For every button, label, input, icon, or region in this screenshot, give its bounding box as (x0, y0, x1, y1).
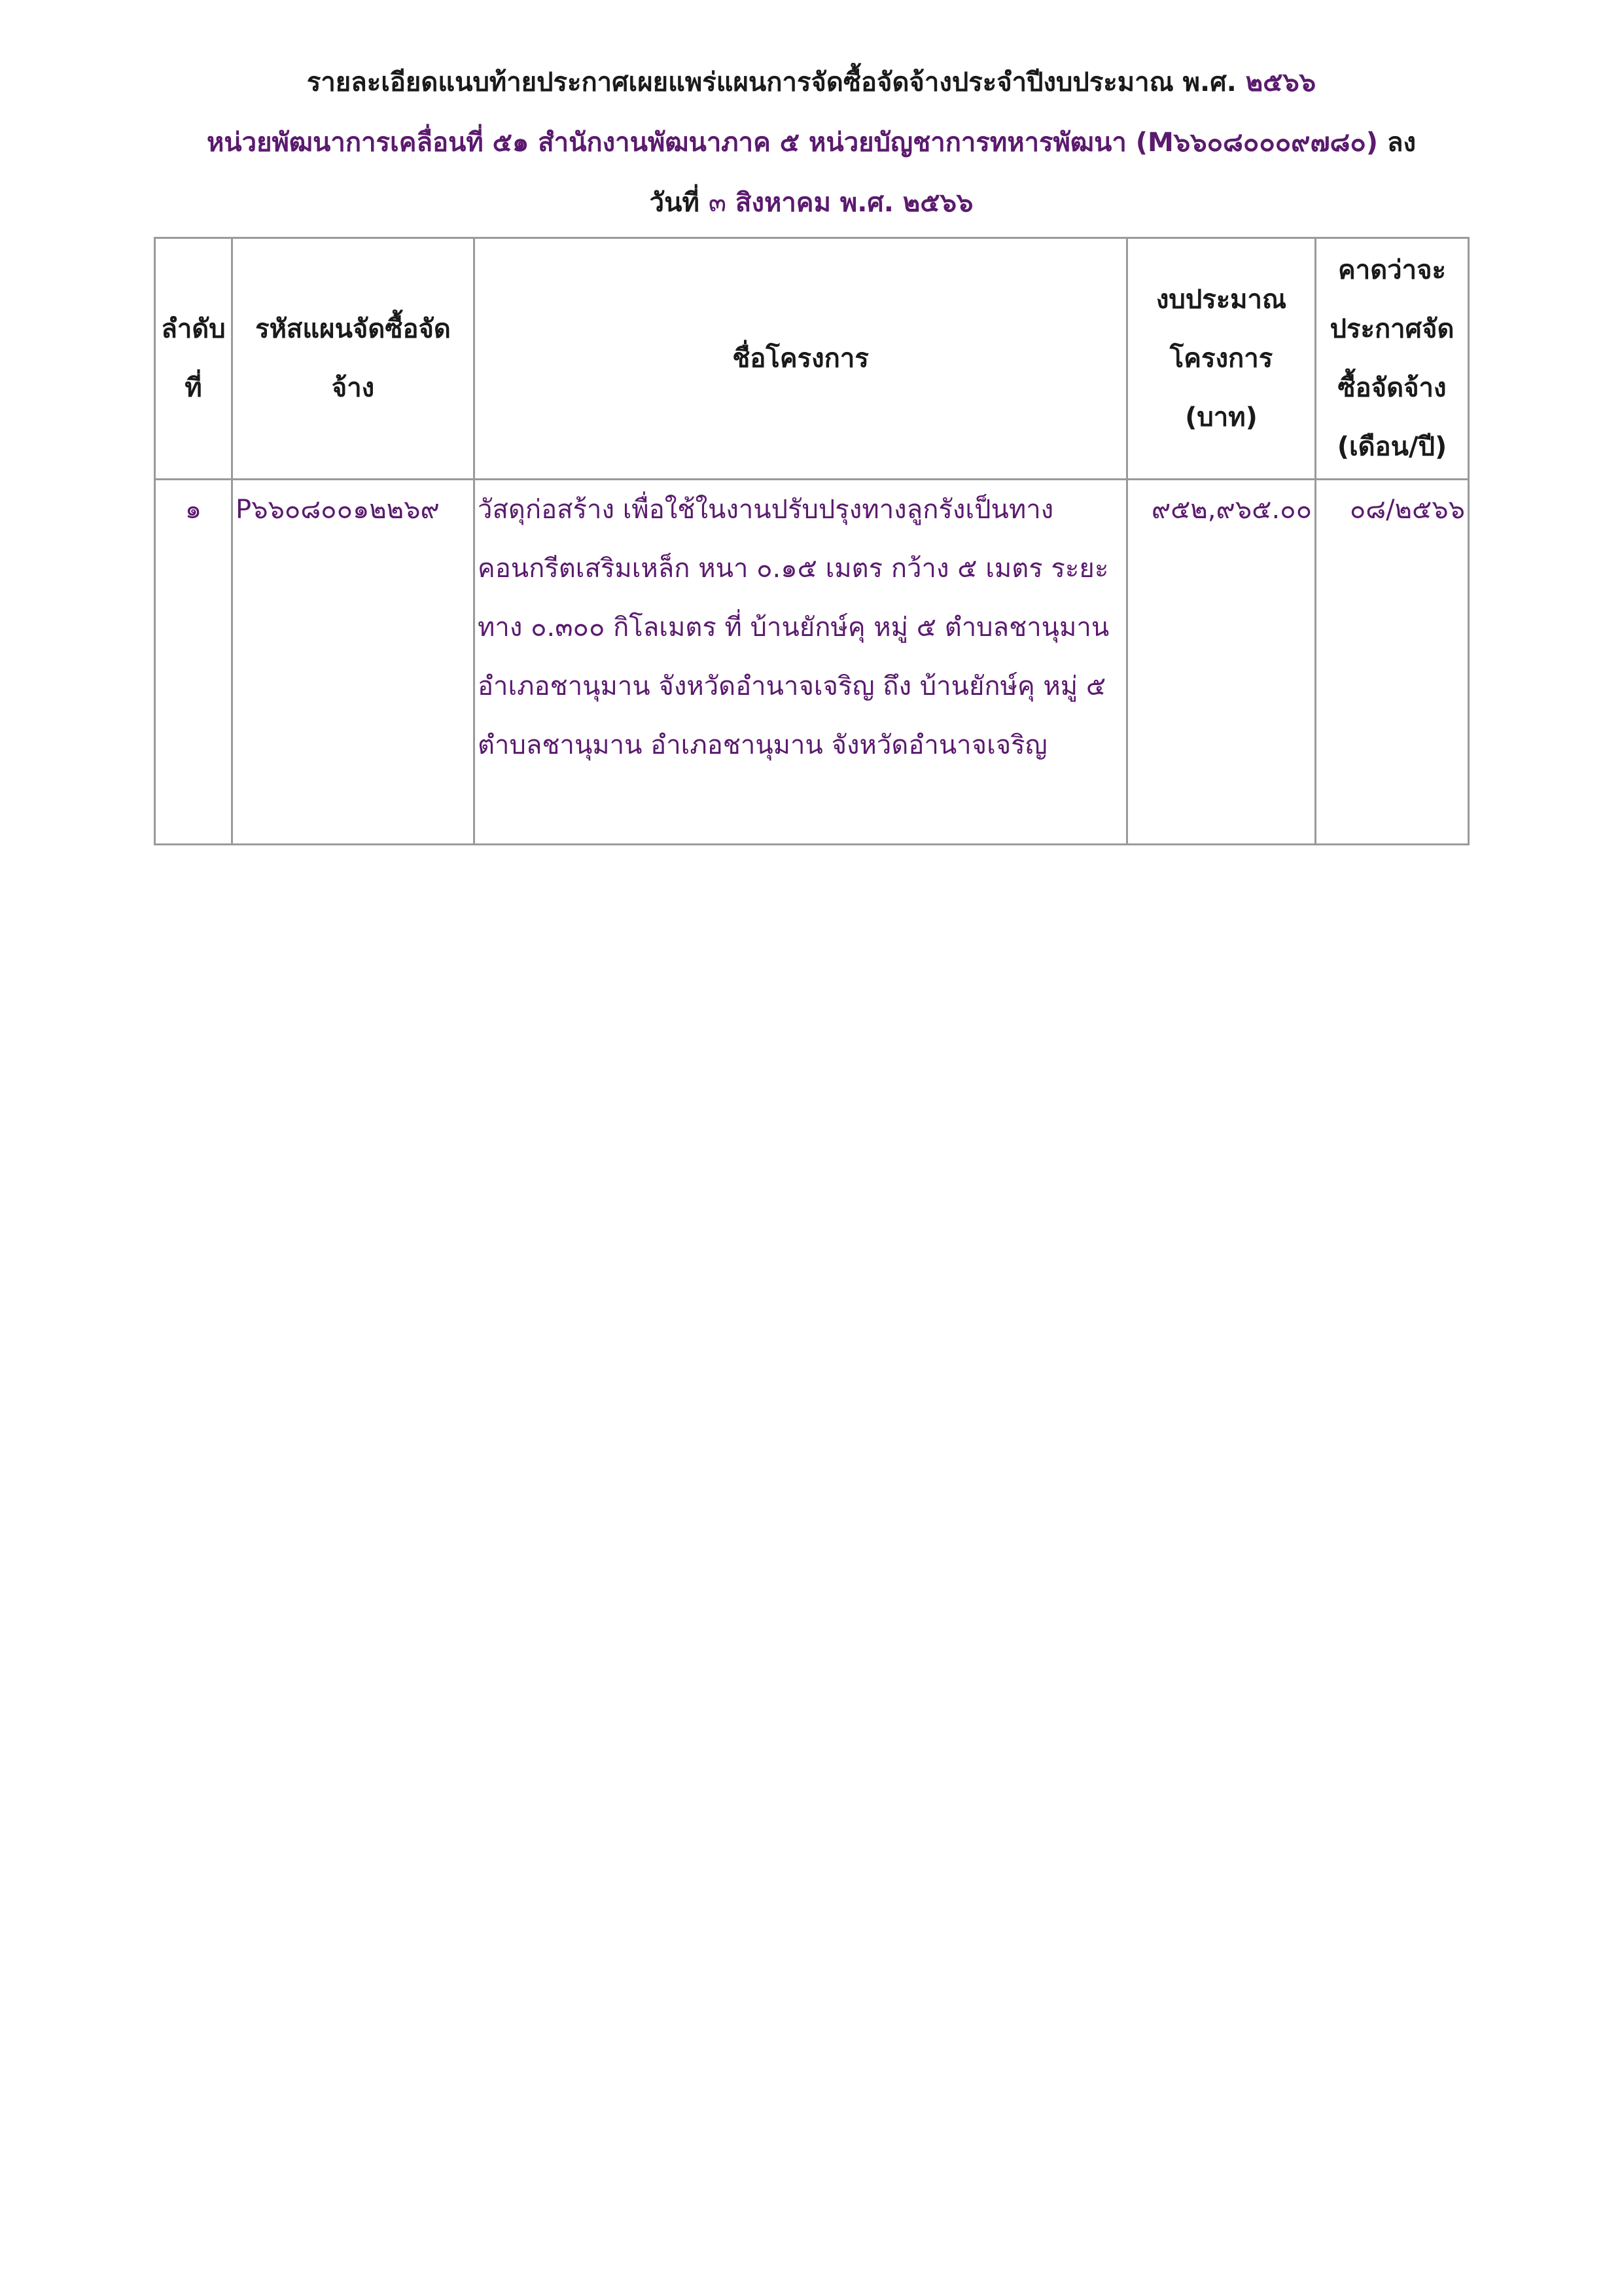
header-line-1 (118, 52, 1505, 113)
column-header-budget: งบประมาณโครงการ (บาท) (1127, 238, 1316, 480)
header-date-day: ๓ (708, 188, 727, 218)
document-header (118, 52, 1505, 233)
row-budget: ๙๕๒,๙๖๕.๐๐ (1127, 480, 1316, 845)
row-plan-code: P๖๖๐๘๐๐๑๒๒๖๙ (232, 480, 474, 845)
table-row (155, 480, 1469, 845)
procurement-plan-table (154, 237, 1470, 845)
header-fiscal-year: ๒๕๖๖ (1245, 67, 1316, 97)
header-agency: หน่วยพัฒนาการเคลื่อนที่ ๕๑ สำนักงานพัฒนาภาค ๕ หน่วยบัญชาการทหารพัฒนา (M๖๖๐๘๐๐๐๙๗๘๐) (206, 128, 1379, 158)
row-project-name: วัสดุก่อสร้าง เพื่อใช้ในงานปรับปรุงทางลูกรังเป็นทางคอนกรีตเสริมเหล็ก หนา ๐.๑๕ เมตร กว้าง ๕ เมตร ระยะทาง ๐.๓๐๐ กิโลเมตร ที่ บ้านยักษ์คุ หมู่ ๕ ตำบลชานุมาน อำเภอชานุมาน จังหวัดอำนาจเจริญ ถึง บ้านยักษ์คุ หมู่ ๕ ตำบลชานุมาน อำเภอชานุมาน จังหวัดอำนาจเจริญ (474, 480, 1127, 845)
row-no: ๑ (155, 480, 232, 845)
header-date-label: วันที่ (649, 188, 699, 218)
column-header-project-name: ชื่อโครงการ (474, 238, 1127, 480)
header-title: รายละเอียดแนบท้ายประกาศเผยแพร่แผนการจัดซื้อจัดจ้างประจำปีงบประมาณ พ.ศ. (306, 67, 1237, 97)
column-header-plan-code: รหัสแผนจัดซื้อจัดจ้าง (232, 238, 474, 480)
table-header-row (155, 238, 1469, 480)
row-announce-period: ๐๘/๒๕๖๖ (1316, 480, 1469, 845)
column-header-no: ลำดับที่ (155, 238, 232, 480)
header-line-3 (118, 173, 1505, 233)
header-line-2-suffix: ลง (1387, 128, 1417, 158)
column-header-announce-period: คาดว่าจะประกาศจัดซื้อจัดจ้าง (เดือน/ปี) (1316, 238, 1469, 480)
header-line-2 (118, 113, 1505, 173)
header-date-month-year: สิงหาคม พ.ศ. ๒๕๖๖ (735, 188, 974, 218)
